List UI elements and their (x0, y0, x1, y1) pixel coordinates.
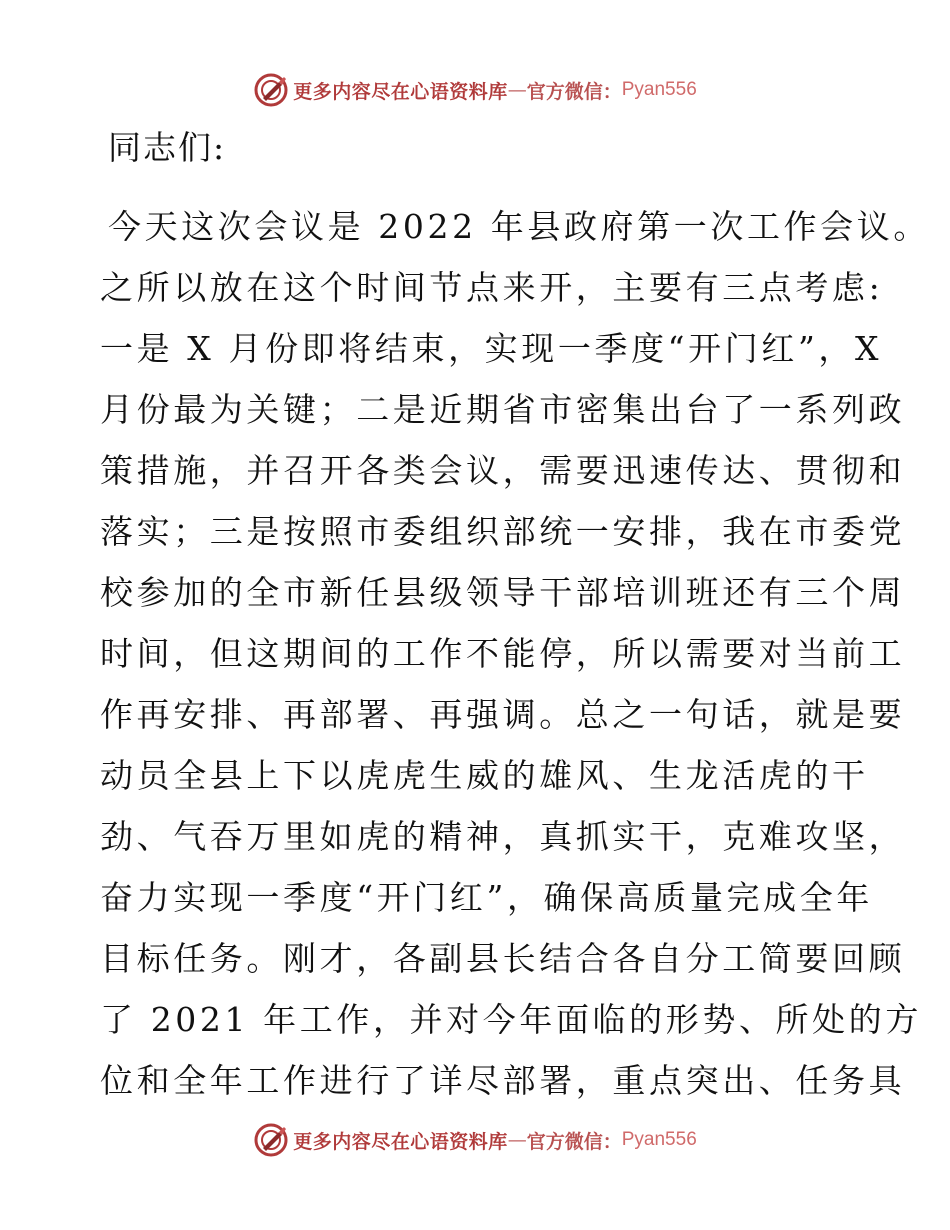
header-wechat-label: 官方微信： (526, 80, 622, 103)
body-line: 一是 X 月份即将结束，实现一季度“开门红”，X (100, 329, 883, 368)
body-line: 策措施，并召开各类会议，需要迅速传达、贯彻和 (100, 451, 906, 490)
body-line: 之所以放在这个时间节点来开，主要有三点考虑: (100, 268, 884, 307)
brand-logo-icon (253, 1122, 289, 1158)
footer-wechat-id: Pyan556 (621, 1129, 697, 1150)
body-line: 时间，但这期间的工作不能停，所以需要对当前工 (100, 634, 906, 673)
footer-watermark-banner (0, 1118, 950, 1162)
body-line: 今天这次会议是 2022 年县政府第一次工作会议。 (108, 207, 930, 246)
body-line: 月份最为关键；二是近期省市密集出台了一系列政 (100, 390, 906, 429)
header-watermark-banner (0, 68, 950, 112)
body-line: 落实；三是按照市委组织部统一安排，我在市委党 (100, 512, 906, 551)
body-line: 了 2021 年工作，并对今年面临的形势、所处的方 (100, 1000, 922, 1039)
footer-separator: — (507, 1129, 527, 1151)
body-line: 目标任务。刚才，各副县长结合各自分工简要回顾 (100, 939, 906, 978)
salutation: 同志们: (108, 128, 227, 167)
header-separator: — (507, 79, 527, 101)
body-line: 奋力实现一季度“开门红”，确保高质量完成全年 (100, 878, 873, 917)
body-line: 劲、气吞万里如虎的精神，真抓实干，克难攻坚， (100, 817, 906, 856)
body-line: 位和全年工作进行了详尽部署，重点突出、任务具 (100, 1061, 906, 1100)
brand-logo-icon (253, 72, 289, 108)
body-line: 动员全县上下以虎虎生威的雄风、生龙活虎的干 (100, 756, 869, 795)
body-line: 作再安排、再部署、再强调。总之一句话，就是要 (100, 695, 906, 734)
body-paragraph (100, 196, 930, 1111)
header-brand-text: 更多内容尽在心语资料库 (293, 80, 508, 103)
footer-brand-text: 更多内容尽在心语资料库 (293, 1130, 508, 1153)
body-line: 校参加的全市新任县级领导干部培训班还有三个周 (100, 573, 906, 612)
header-wechat-id: Pyan556 (621, 79, 697, 100)
footer-wechat-label: 官方微信： (526, 1130, 622, 1153)
